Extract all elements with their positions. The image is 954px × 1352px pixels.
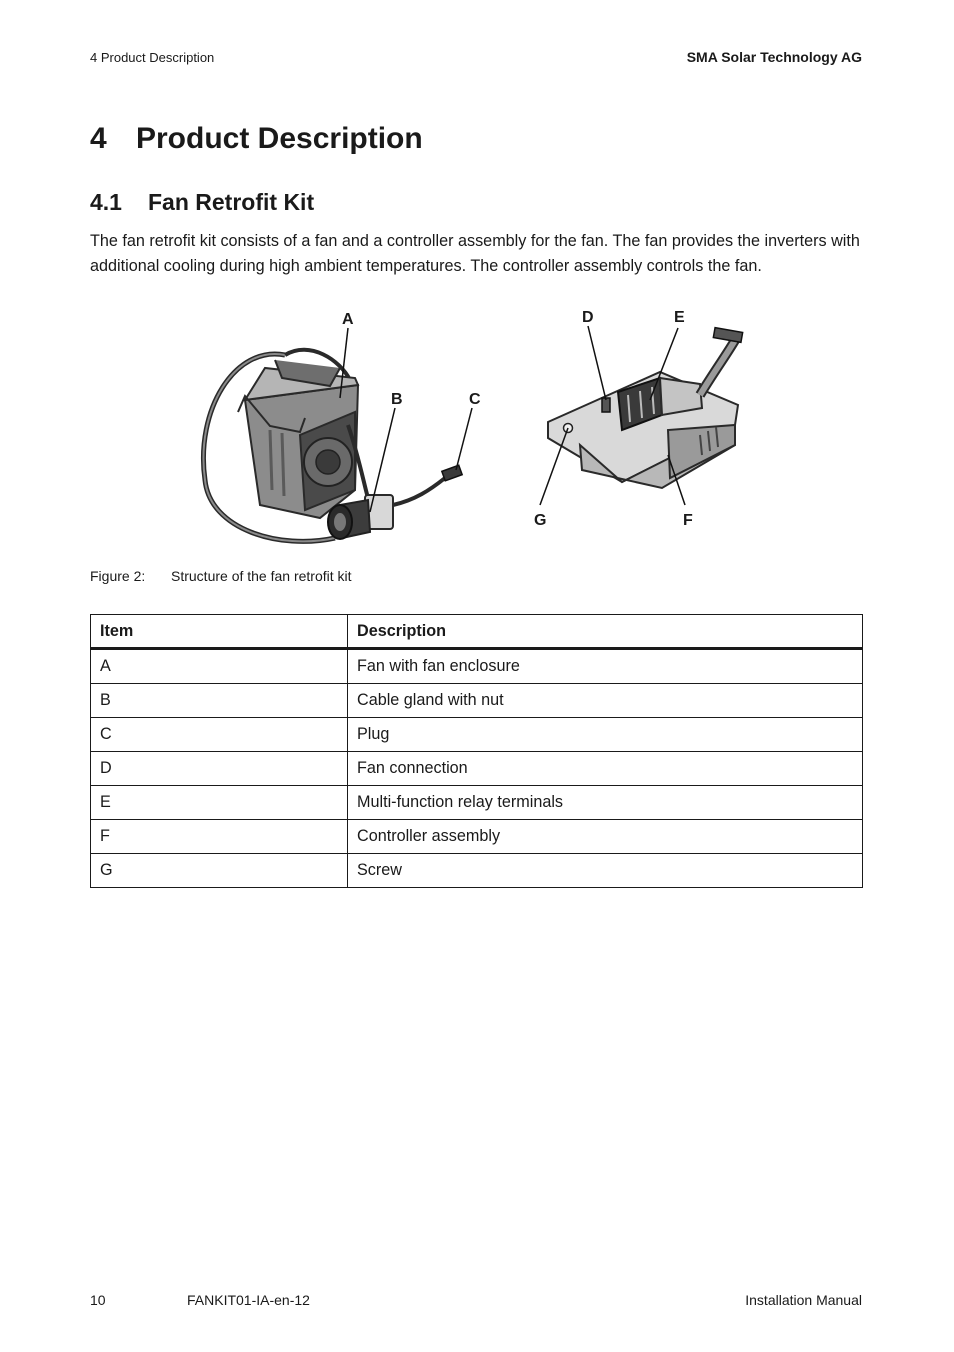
- caption-label: Figure 2:: [90, 568, 146, 584]
- document-id: FANKIT01-IA-en-12: [187, 1292, 310, 1308]
- chapter-title: Product Description: [136, 122, 423, 155]
- intro-paragraph: The fan retrofit kit consists of a fan and a controller assembly for the fan. The fan provides the inverters with additional cooling during high ambient temperatures. The controller assembly controls the fan.: [90, 232, 860, 275]
- callout-c: C: [469, 391, 481, 408]
- document-type: Installation Manual: [745, 1292, 862, 1308]
- figure-caption: [90, 568, 352, 584]
- running-header-section: 4 Product Description: [90, 50, 215, 65]
- callout-g: G: [534, 512, 547, 529]
- header-item: Item: [91, 615, 348, 649]
- header-description: Description: [348, 615, 863, 649]
- section-heading: [90, 189, 314, 216]
- chapter-heading: [90, 122, 423, 156]
- description-cell: Fan with fan enclosure: [348, 649, 863, 684]
- table-row: [91, 684, 863, 718]
- caption-text: Structure of the fan retrofit kit: [171, 568, 352, 584]
- page-number: 10: [90, 1292, 106, 1308]
- items-table: [90, 614, 863, 888]
- table-row: [91, 649, 863, 684]
- callout-f: F: [683, 512, 693, 529]
- table-row: [91, 752, 863, 786]
- section-title: Fan Retrofit Kit: [148, 189, 315, 215]
- item-cell: C: [91, 718, 348, 752]
- callout-e: E: [674, 309, 685, 326]
- item-cell: D: [91, 752, 348, 786]
- table-row: [91, 820, 863, 854]
- description-cell: Multi-function relay terminals: [348, 786, 863, 820]
- section-number: 4.1: [90, 189, 122, 215]
- running-header-company: SMA Solar Technology AG: [686, 49, 862, 65]
- table-row: [91, 718, 863, 752]
- fan-kit-figure: [190, 300, 760, 560]
- callout-b: B: [391, 391, 403, 408]
- table-row: [91, 786, 863, 820]
- description-cell: Controller assembly: [348, 820, 863, 854]
- table-row: [91, 854, 863, 888]
- table-header-row: [91, 615, 863, 649]
- chapter-number: 4: [90, 122, 107, 155]
- description-cell: Plug: [348, 718, 863, 752]
- description-cell: Fan connection: [348, 752, 863, 786]
- fan-kit-illustration: [190, 300, 760, 560]
- description-cell: Screw: [348, 854, 863, 888]
- item-cell: A: [91, 649, 348, 684]
- description-cell: Cable gland with nut: [348, 684, 863, 718]
- item-cell: F: [91, 820, 348, 854]
- item-cell: E: [91, 786, 348, 820]
- item-cell: G: [91, 854, 348, 888]
- item-cell: B: [91, 684, 348, 718]
- callout-a: A: [342, 311, 354, 328]
- callout-d: D: [582, 309, 594, 326]
